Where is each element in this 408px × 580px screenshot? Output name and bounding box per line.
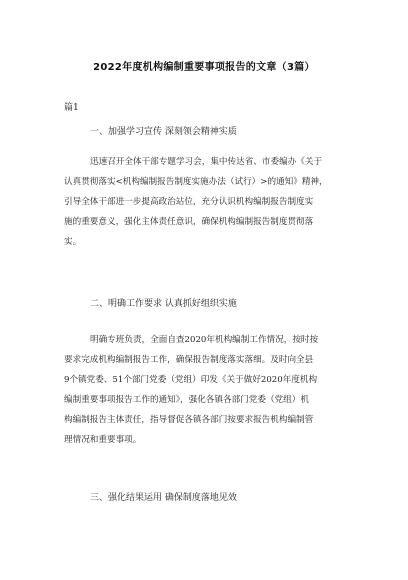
paragraph-line: 理情况和重要事项。 xyxy=(64,435,142,445)
section-heading-1: 一、加强学习宣传 深刻领会精神实质 xyxy=(90,127,237,137)
paragraph-line: 施的重要意义，强化主体责任意识，确保机构编制报告制度贯彻落 xyxy=(64,217,314,227)
paragraph-line: 实。 xyxy=(64,237,82,247)
section-heading-3: 三、强化结果运用 确保制度落地见效 xyxy=(90,493,237,503)
section-paragraph-1 xyxy=(64,152,354,252)
paragraph-line: 引导全体干部进一步提高政治站位，充分认识机构编制报告制度实 xyxy=(64,197,314,207)
paragraph-line: 编制重要事项报告工作的通知》，强化各镇各部门党委（党组）机 xyxy=(64,395,309,405)
paragraph-line: 9个镇党委、51个部门党委（党组）印发《关于做好2020年度机构 xyxy=(64,375,318,385)
document-title: 2022年度机构编制重要事项报告的文章（3篇） xyxy=(93,62,315,73)
paragraph-line: 要求完成机构编制报告工作，确保报告制度落实落细。及时向全县 xyxy=(64,355,314,365)
paragraph-line: 认真贯彻落实<机构编制报告制度实施办法（试行）>的通知》精神， xyxy=(64,177,328,187)
paragraph-line: 构编制报告主体责任，指导督促各镇各部门按要求报告机构编制管 xyxy=(64,415,314,425)
paragraph-line: 迅速召开全体干部专题学习会，集中传达省、市委编办《关于 xyxy=(90,157,323,167)
paragraph-line: 明确专班负责，全面自查2020年机构编制工作情况，按时按 xyxy=(90,335,319,345)
section-heading-2: 二、明确工作要求 认真抓好组织实施 xyxy=(90,299,237,309)
section-paragraph-2 xyxy=(64,330,354,450)
part-label: 篇1 xyxy=(64,103,79,113)
